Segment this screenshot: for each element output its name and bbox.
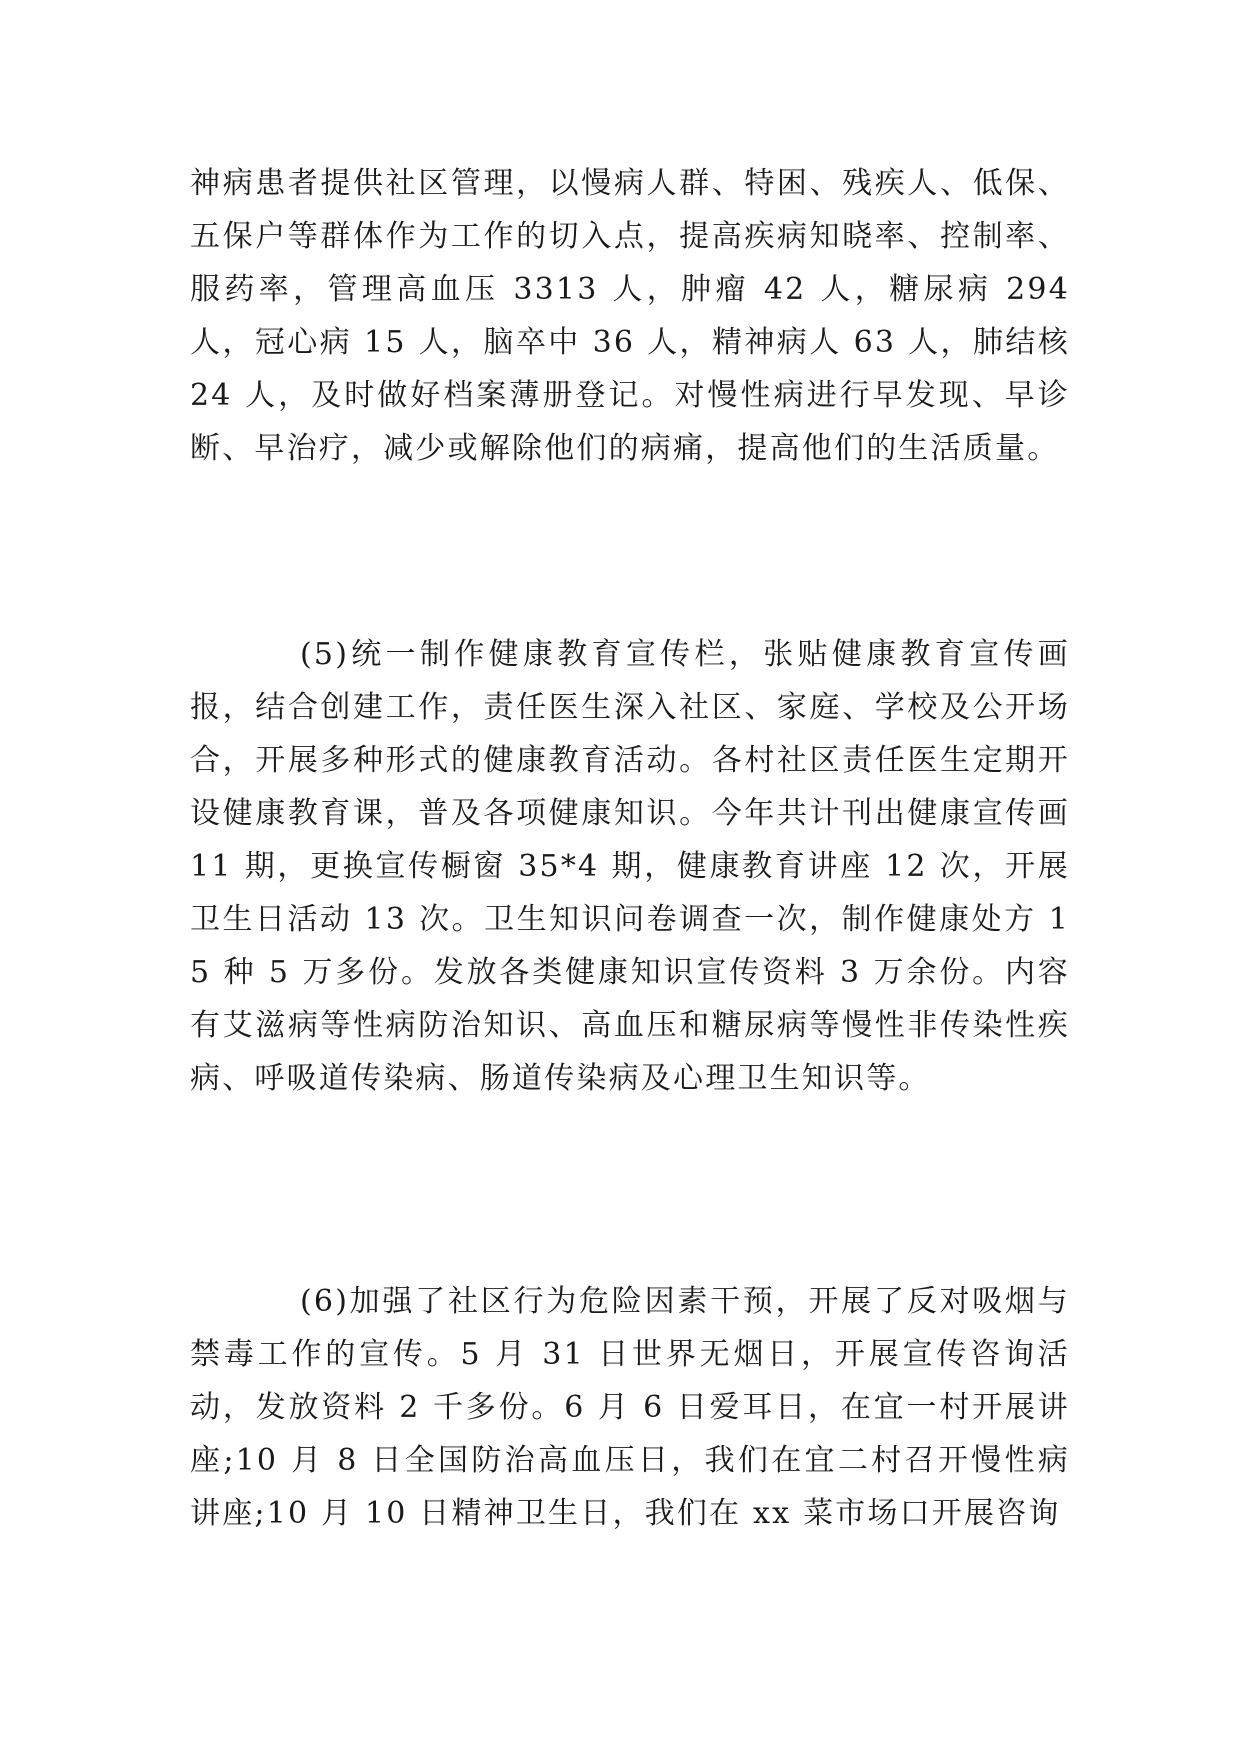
paragraph-risk-factor-intervention: (6)加强了社区行为危险因素干预，开展了反对吸烟与禁毒工作的宣传。5 月 31 日世界无烟日，开展宣传咨询活动，发放资料 2 千多份。6 月 6 日爱耳日，在宜一村开展讲座;10 月 8 日全国防治高血压日，我们在宜二村召开慢性病讲座;10 月 10 日精神卫生日，我们在 xx 菜市场口开展咨询 <box>190 1284 1070 1531</box>
paragraph-chronic-disease-management: 神病患者提供社区管理，以慢病人群、特困、残疾人、低保、五保户等群体作为工作的切入点，提高疾病知晓率、控制率、服药率，管理高血压 3313 人，肿瘤 42 人，糖尿病 294 人，冠心病 15 人，脑卒中 36 人，精神病人 63 人，肺结核 24 人，及时做好档案薄册登记。对慢性病进行早发现、早诊断、早治疗，减少或解除他们的病痛，提高他们的生活质量。 <box>190 166 1070 466</box>
paragraph-health-education: (5)统一制作健康教育宣传栏，张贴健康教育宣传画报，结合创建工作，责任医生深入社区、家庭、学校及公开场合，开展多种形式的健康教育活动。各村社区责任医生定期开设健康教育课，普及各项健康知识。今年共计刊出健康宣传画 11 期，更换宣传橱窗 35*4 期，健康教育讲座 12 次，开展卫生日活动 13 次。卫生知识问卷调查一次，制作健康处方 15 种 5 万多份。发放各类健康知识宣传资料 3 万余份。内容有艾滋病等性病防治知识、高血压和糖尿病等慢性非传染性疾病、呼吸道传染病、肠道传染病及心理卫生知识等。 <box>190 637 1070 1096</box>
